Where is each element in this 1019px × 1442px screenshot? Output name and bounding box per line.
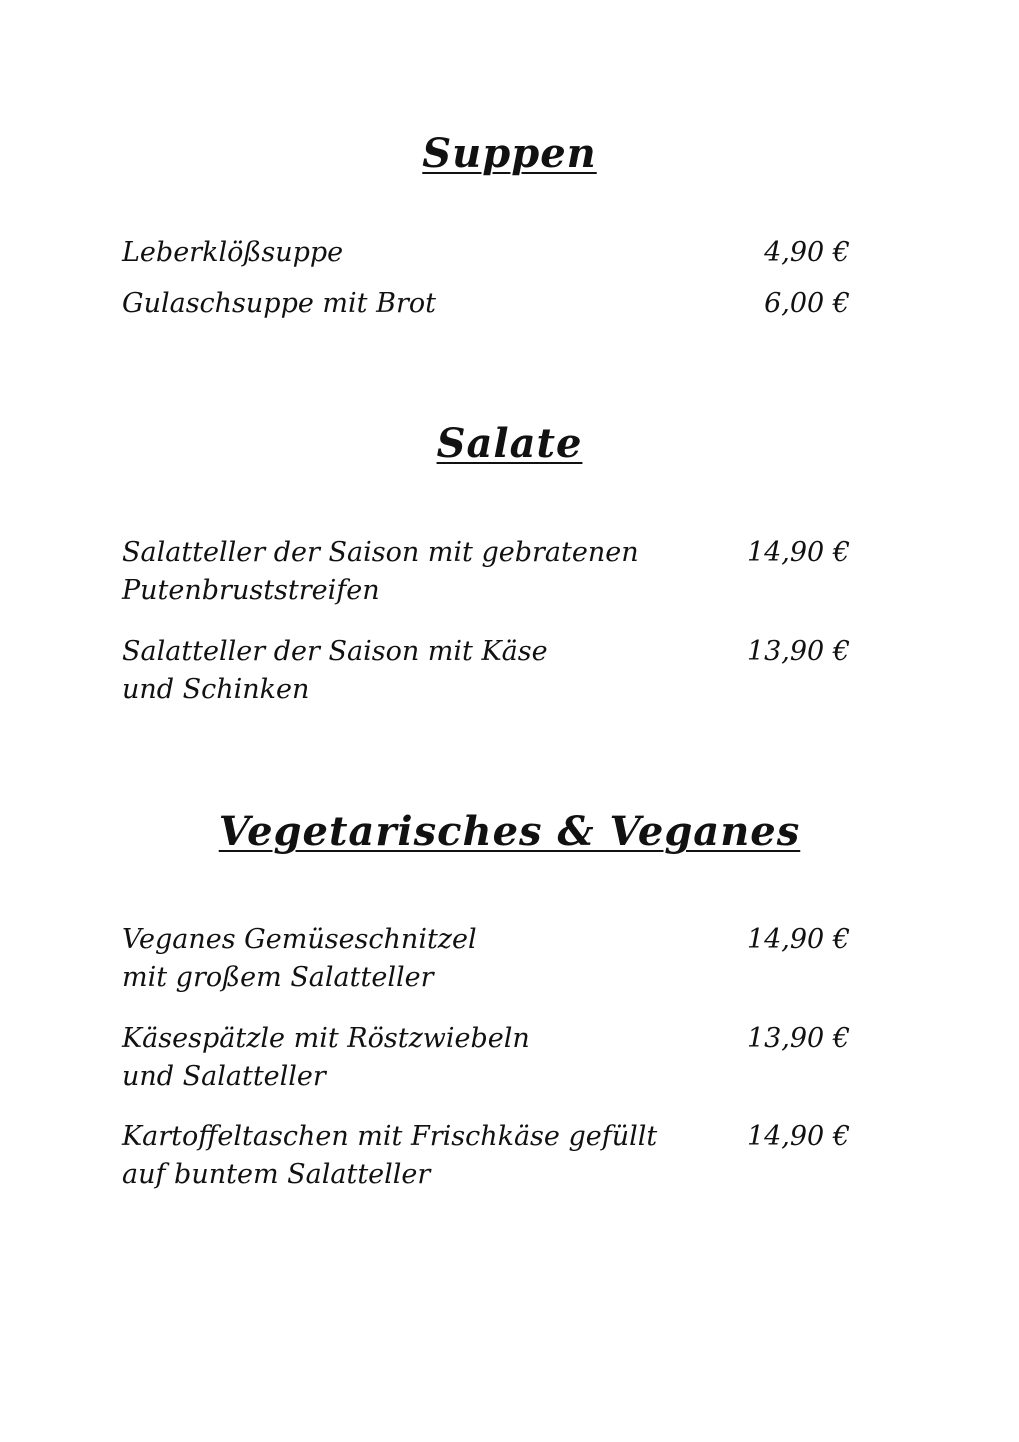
menu-item-name: Salatteller der Saison mit Käse und Schinken [122, 636, 548, 705]
section-title-salate: Salate [436, 420, 583, 467]
section-title-vegetarisches-veganes: Vegetarisches & Veganes [218, 808, 801, 855]
menu-item-name: Gulaschsuppe mit Brot [122, 288, 436, 319]
menu-item-name: Kartoffeltaschen mit Frischkäse gefüllt auf buntem Salatteller [122, 1121, 658, 1190]
menu-item-name: Veganes Gemüseschnitzel mit großem Salatteller [122, 924, 477, 993]
menu-item-price: 13,90 € [746, 636, 850, 667]
menu-item-price: 13,90 € [746, 1023, 850, 1054]
menu-item-price: 6,00 € [764, 288, 850, 319]
menu-item-price: 4,90 € [764, 237, 850, 268]
menu-item-name: Leberklößsuppe [122, 237, 344, 268]
menu-item-name: Käsespätzle mit Röstzwiebeln und Salatteller [122, 1023, 530, 1092]
menu-item-price: 14,90 € [746, 537, 850, 568]
menu-item-price: 14,90 € [746, 924, 850, 955]
section-title-suppen: Suppen [422, 130, 597, 177]
menu-item-price: 14,90 € [746, 1121, 850, 1152]
menu-item-name: Salatteller der Saison mit gebratenen Putenbruststreifen [122, 537, 639, 606]
